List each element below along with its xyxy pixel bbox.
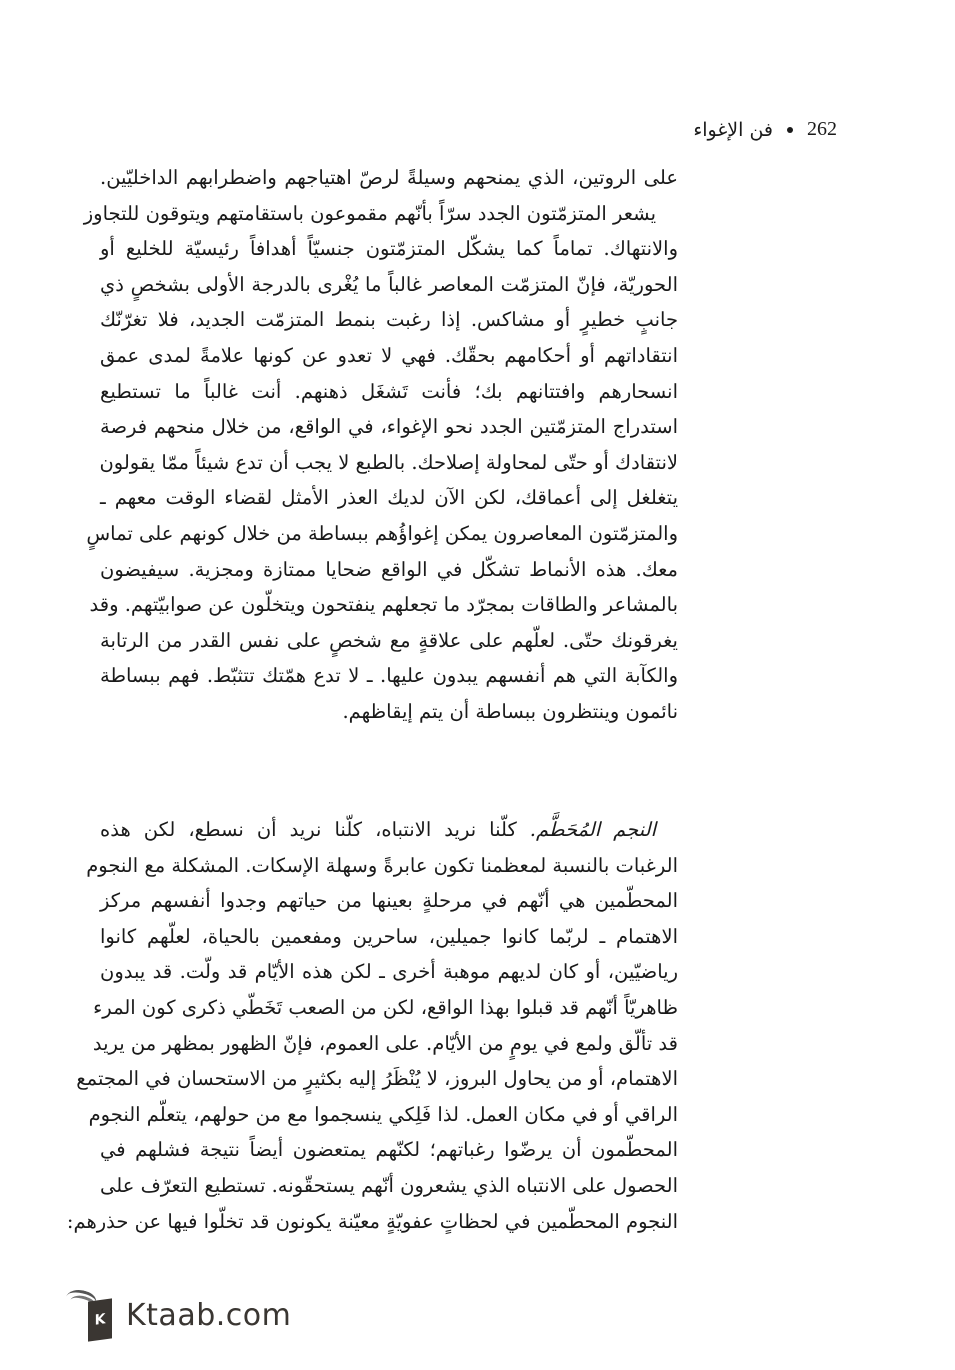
text-line: على الروتين، الذي يمنحهم وسيلةً لرصّ اهتياجهم واضطرابهم الداخليّين. xyxy=(100,166,678,189)
text-line: معك. هذه الأنماط تشكّل في الواقع ضحايا ممتازة ومجزية. سيفيضون xyxy=(100,557,678,581)
text-line: يتغلغل إلى أعماقك، لكن الآن لديك العذر الأمثل لقضاء الوقت معهم ـ xyxy=(100,486,678,510)
text-line: الحوريّة، فإنّ المتزمّت المعاصر غالباً ما يُغْرى بالدرجة الأولى بشخصٍ ذي xyxy=(100,272,678,296)
text-line: يشعر المتزمّتون الجدد سرّاً بأنّهم مقموعون باستقامتهم ويتوقون للتجاوز xyxy=(83,201,656,225)
text-line: الرغبات بالنسبة لمعظمنا تكون عابرةً وسهلة الإسكات. المشكلة مع النجوم xyxy=(86,853,678,877)
text-line: قد تألّق ولمع في يومٍ من الأيّام. على العموم، فإنّ الظهور بمظهر من يريد xyxy=(92,1031,678,1055)
text-line xyxy=(100,812,678,848)
text-line: الحصول على الانتباه الذي يشعرون أنّهم يستحقّونه. تستطيع التعرّف على xyxy=(100,1173,678,1197)
text-line: النجوم المحطّمين في لحظاتٍ عفويّةٍ معيّنة يكونون قد تخلّوا فيها عن حذرهم: xyxy=(66,1209,678,1233)
text-line: الاهتمام ـ لربّما كانوا جميلين، ساحرين ومفعمين بالحياة، لعلّهم كانوا xyxy=(100,924,678,948)
book-logo-icon: K xyxy=(66,1290,112,1340)
text-line: والمتزمّتون المعاصرون يمكن إغواؤُهم ببساطة من خلال كونهم على تماسٍ xyxy=(86,521,678,545)
page-number: 262 xyxy=(807,118,837,140)
text-line: بالمشاعر والطاقات بمجرّد ما تجعلهم ينفتحون ويتخلّون عن صوابيّتهم. وقد xyxy=(89,593,678,617)
running-header xyxy=(693,118,837,141)
text-line: الراقي أو في مكان العمل. لذا فَلِكي ينسجموا مع من حولهم، يتعلّم النجوم xyxy=(88,1102,678,1126)
ktaab-watermark xyxy=(66,1290,291,1340)
text-line: والكآبة التي هم أنفسهم يبدون عليها. ـ لا تدع همّتك تتثبّط. فهم ببساطة xyxy=(100,664,678,688)
text-line: انسحارهم وافتتانهم بك؛ فأنت تَشغَل ذهنهم. أنت غالباً ما تستطيع xyxy=(100,379,678,403)
running-title: فن الإغواء xyxy=(693,118,773,141)
text-line: يغرقونك حتّى. لعلّهم على علاقةٍ مع شخصٍ على نفس القدر من الرتابة xyxy=(100,628,678,652)
text-line: رياضيّين، أو كان لديهم موهبة أخرى ـ لكن هذه الأيّام قد ولّت. قد يبدون xyxy=(100,960,678,984)
text-line: المحطّمين هي أنّهم في مرحلةٍ بعينها من حياتهم وجدوا أنفسهم مركز xyxy=(100,889,678,913)
text-line: استدراج المتزمّتين الجدد نحو الإغواء، في الواقع، من خلال منحهم فرصة xyxy=(100,415,678,439)
text-line: لانتقادك أو حتّى لمحاولة إصلاحك. بالطبع لا يجب أن تدع شيئاً ممّا يقولون xyxy=(99,450,678,474)
text-line: الاهتمام، أو من يحاول البروز، لا يُنْظَرُ إليه بكثيرٍ من الاستحسان في المجتمع xyxy=(76,1067,678,1091)
text-line: المحطّمون أن يرضّوا رغباتهم؛ لكنّهم يمتعضون أيضاً نتيجة فشلهم في xyxy=(100,1138,678,1162)
text-line: والانتهاك. تماماً كما يشكّل المتزمّتون جنسيّاً أهدافاً رئيسيّة للخليع أو xyxy=(100,237,678,261)
text-line-rest: كلّنا نريد الانتباه، كلّنا نريد أن نسطع، لكن هذه xyxy=(100,818,517,841)
paragraph-2 xyxy=(66,812,678,1239)
paragraph-1 xyxy=(83,160,678,730)
text-line: ظاهريّاً أنّهم قد قبلوا بهذا الواقع، لكن من الصعب تَخَطّي ذكرى كون المرء xyxy=(93,995,678,1019)
text-line: نائمون وينتظرون ببساطة أن يتم إيقاظهم. xyxy=(342,699,678,723)
text-line: جانبٍ خطيرٍ أو مشاكس. إذا رغبت بنمط المتزمّت الجديد، فلا تغرّنّك xyxy=(100,308,678,332)
text-line: انتقاداتهم أو أحكامهم بحقّك. فهي لا تعدو عن كونها علامةً لمدى عمق xyxy=(100,343,678,367)
section-lead-italic: النجم المُحَطَّم. xyxy=(529,818,656,841)
brand-name: Ktaab.com xyxy=(126,1297,292,1333)
bullet-separator-icon xyxy=(787,127,793,133)
